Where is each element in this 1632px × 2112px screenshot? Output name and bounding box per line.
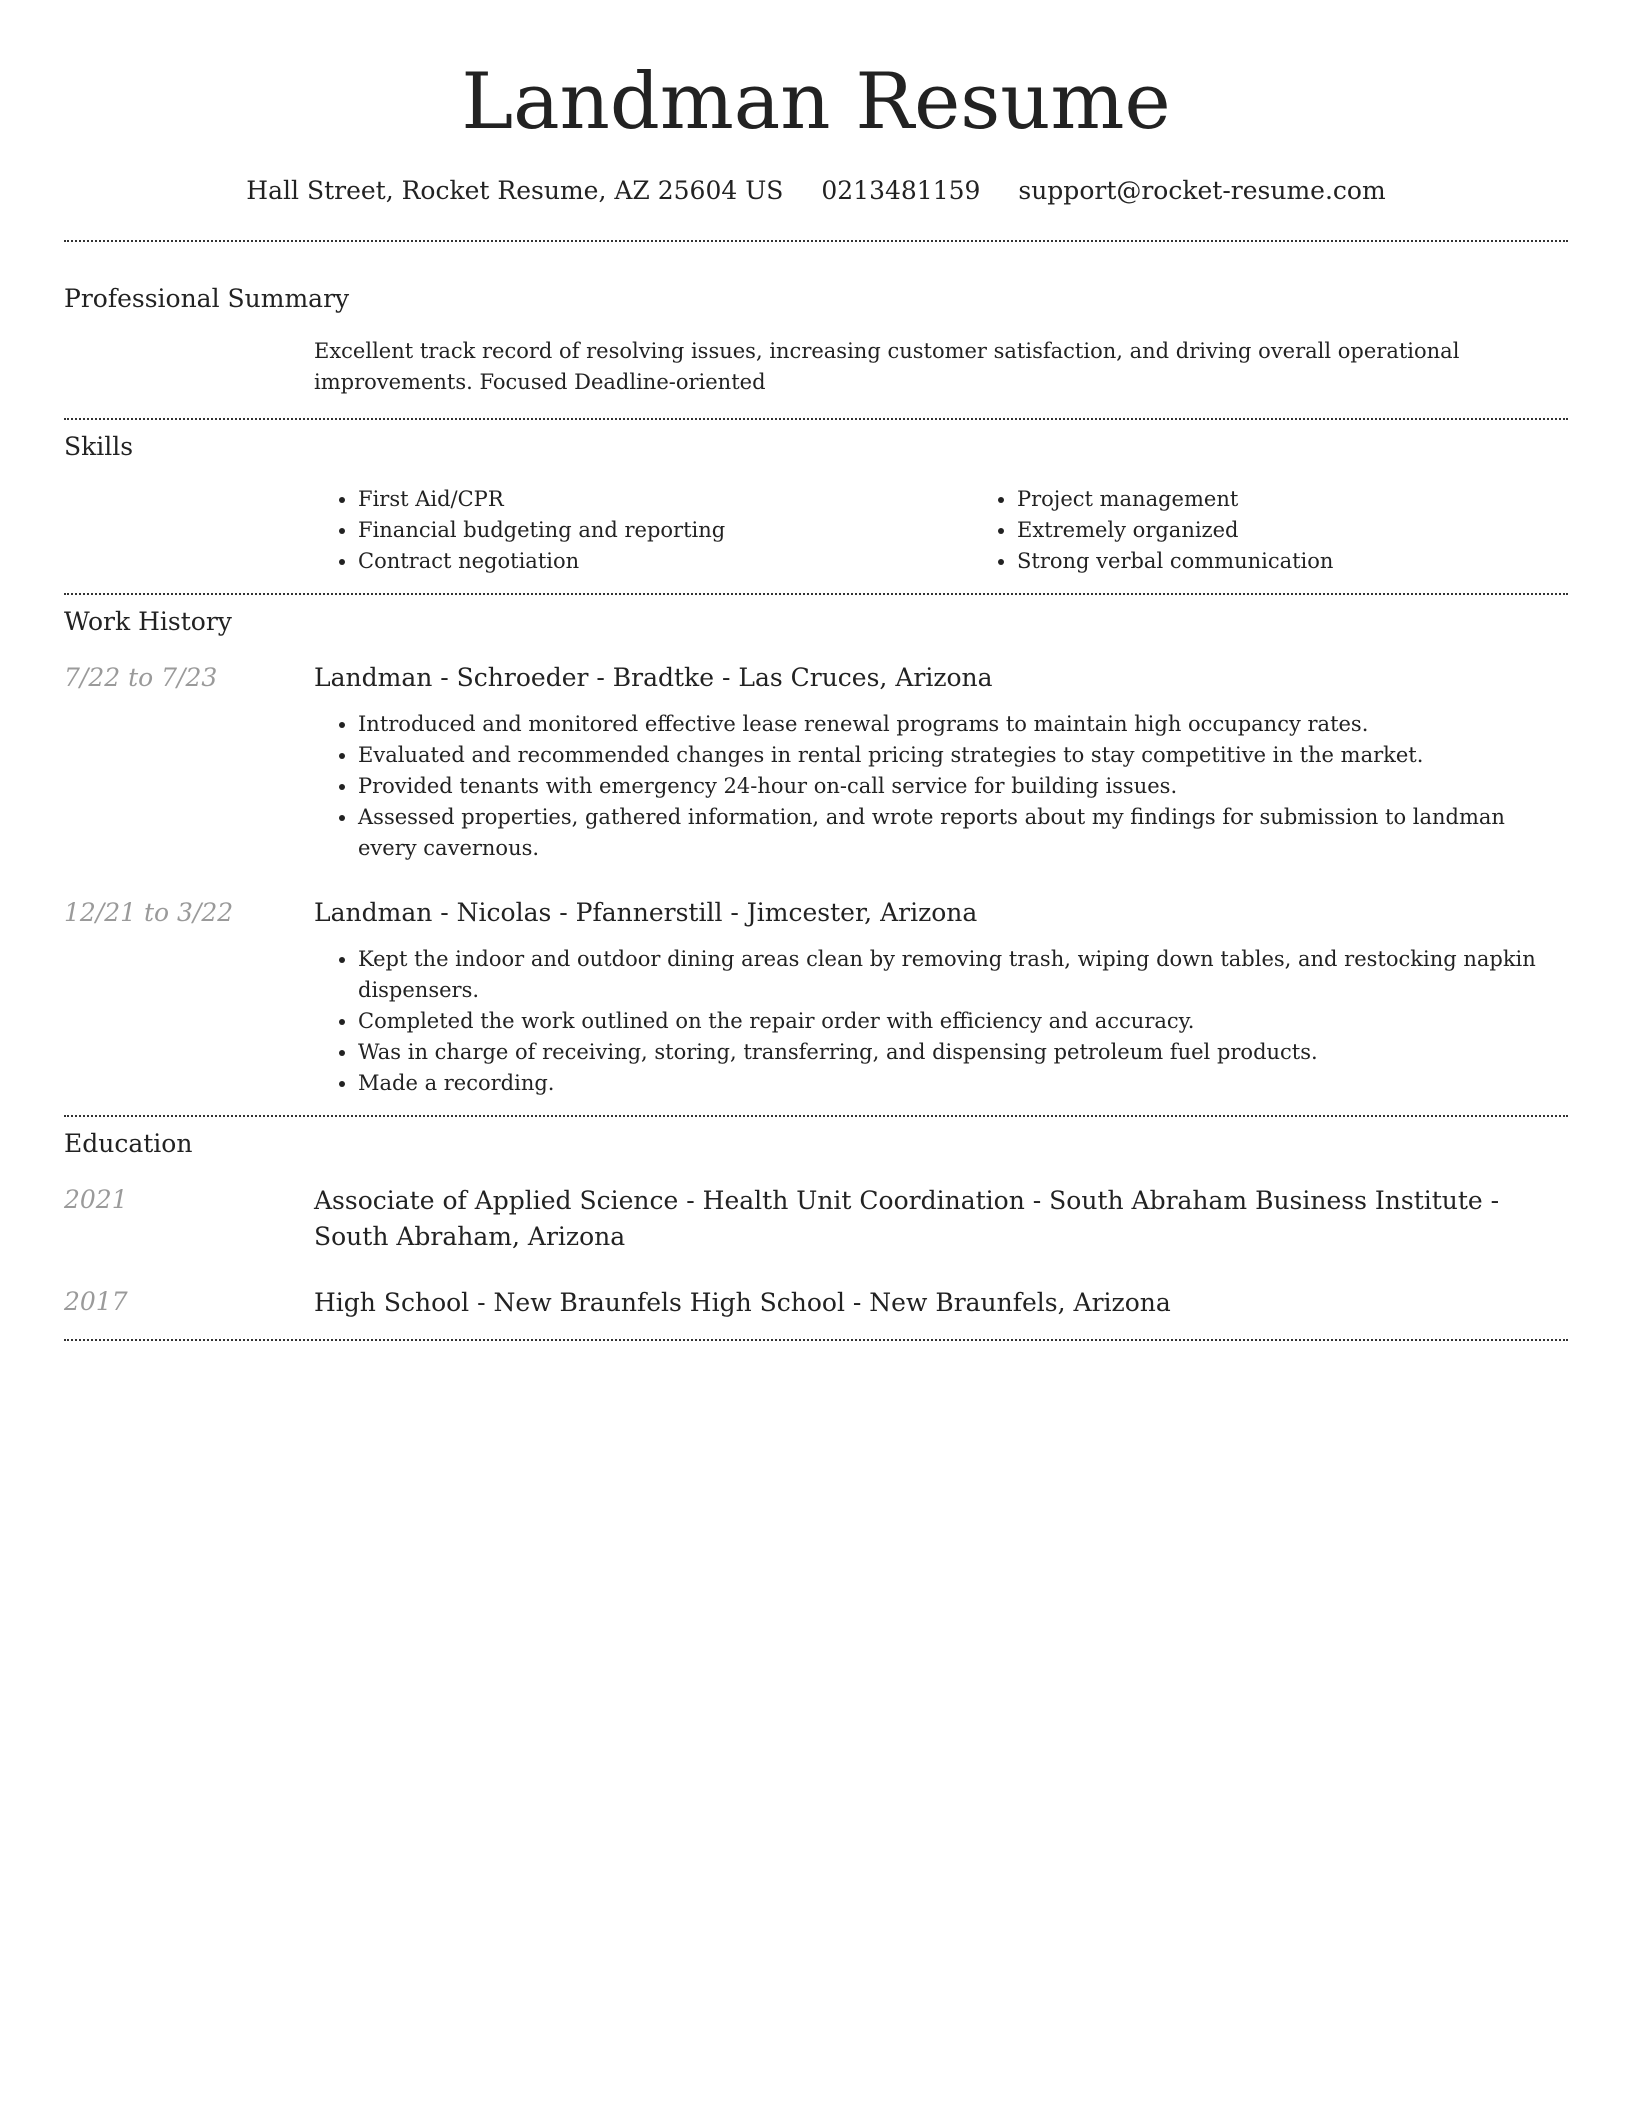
- contact-phone: 0213481159: [821, 176, 981, 205]
- summary-section: [64, 242, 1568, 398]
- education-year: 2017: [64, 1287, 128, 1316]
- skill-item: • Strong verbal communication: [1017, 546, 1632, 577]
- skill-item: • Project management: [1017, 484, 1632, 515]
- resume-header: [64, 0, 1568, 208]
- education-section: [64, 1117, 1568, 1321]
- work-heading: Work History: [64, 607, 232, 636]
- job-dates: 7/22 to 7/23: [64, 663, 218, 692]
- job-bullets: [314, 944, 1568, 1099]
- skill-item: • Extremely organized: [1017, 515, 1632, 546]
- skills-column-1: [314, 484, 973, 577]
- job-title: Landman - Nicolas - Pfannerstill - Jimcester, Arizona: [314, 898, 978, 927]
- skill-item: • First Aid/CPR: [358, 484, 973, 515]
- education-entry: [64, 1285, 1568, 1321]
- skill-item: • Contract negotiation: [358, 546, 973, 577]
- summary-heading: Professional Summary: [64, 284, 350, 313]
- contact-address: Hall Street, Rocket Resume, AZ 25604 US: [246, 176, 784, 205]
- job-bullet: • Completed the work outlined on the repair order with efficiency and accuracy.: [358, 1006, 1568, 1037]
- job-bullets: [314, 709, 1568, 864]
- education-degree: Associate of Applied Science - Health Unit Coordination: [314, 1186, 1025, 1215]
- education-school: - South Abraham Business Institute - South Abraham, Arizona: [314, 1186, 1500, 1251]
- skills-column-2: [973, 484, 1632, 577]
- job-bullet: • Kept the indoor and outdoor dining areas clean by removing trash, wiping down tables, and restocking napkin dispensers.: [358, 944, 1568, 1006]
- resume-title: Landman Resume: [461, 57, 1171, 147]
- education-heading: Education: [64, 1129, 193, 1158]
- job-bullet: • Made a recording.: [358, 1068, 1568, 1099]
- job-bullet: • Assessed properties, gathered information, and wrote reports about my findings for submission to landman every cavernous.: [358, 802, 1568, 864]
- work-section: [64, 595, 1568, 1099]
- contact-line: [64, 174, 1568, 208]
- job-bullet: • Evaluated and recommended changes in rental pricing strategies to stay competitive in the market.: [358, 740, 1568, 771]
- job-dates: 12/21 to 3/22: [64, 898, 234, 927]
- education-school: - New Braunfels High School - New Braunfels, Arizona: [469, 1288, 1171, 1317]
- summary-text: Excellent track record of resolving issues, increasing customer satisfaction, and driving overall operational improvements. Focused Deadline-oriented: [314, 339, 1460, 394]
- job-bullet: • Introduced and monitored effective lease renewal programs to maintain high occupancy rates.: [358, 709, 1568, 740]
- job-entry: [64, 661, 1568, 864]
- skills-section: [64, 420, 1568, 577]
- skills-heading: Skills: [64, 432, 134, 461]
- skill-item: • Financial budgeting and reporting: [358, 515, 973, 546]
- job-entry: [64, 896, 1568, 1099]
- job-bullet: • Provided tenants with emergency 24-hour on-call service for building issues.: [358, 771, 1568, 802]
- job-title: Landman - Schroeder - Bradtke - Las Cruces, Arizona: [314, 663, 993, 692]
- education-degree: High School: [314, 1288, 470, 1317]
- divider: [64, 1339, 1568, 1341]
- skills-list: [314, 484, 1632, 577]
- contact-email: support@rocket-resume.com: [1018, 176, 1386, 205]
- job-bullet: • Was in charge of receiving, storing, transferring, and dispensing petroleum fuel products.: [358, 1037, 1568, 1068]
- education-year: 2021: [64, 1185, 128, 1214]
- education-entry: [64, 1183, 1568, 1255]
